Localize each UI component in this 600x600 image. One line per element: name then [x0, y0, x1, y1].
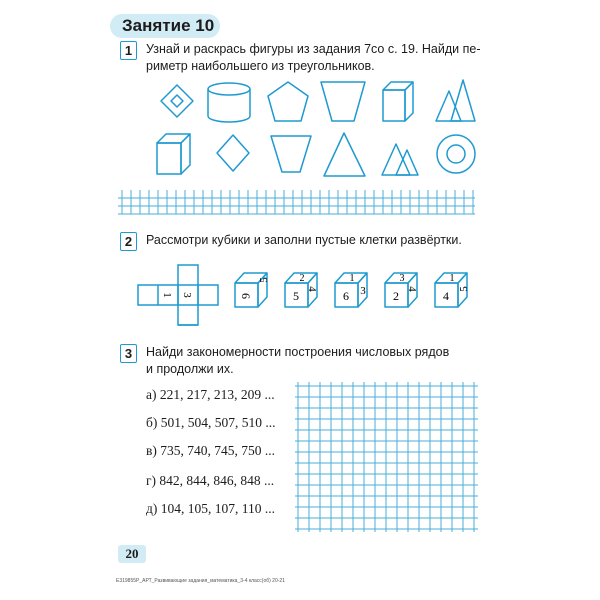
cube-1-side-label: 5 [258, 277, 270, 283]
overlapping-triangles-shape[interactable] [382, 144, 418, 175]
cube-net[interactable] [138, 265, 218, 325]
cube-2-front-label: 5 [293, 289, 299, 303]
cube-2-side-label: 4 [306, 286, 318, 292]
sequence-a: а) 221, 217, 213, 209 ... [146, 387, 275, 402]
cube-5-side-label: 5 [458, 286, 470, 292]
diamond-with-inner-diamond-shape[interactable] [161, 85, 193, 117]
task-3-text-line-1: Найди закономерности построения числовых рядов [146, 345, 450, 359]
inverted-trapezoid-shape[interactable] [271, 136, 311, 172]
task-1-text-line-2: риметр наибольшего из треугольников. [146, 59, 375, 73]
cube-3-front-label: 6 [343, 289, 349, 303]
net-label-1: 1 [161, 292, 173, 298]
diamond-shape[interactable] [217, 135, 249, 171]
sequence-c: в) 735, 740, 745, 750 ... [146, 443, 275, 458]
cube-4-side-label: 4 [406, 286, 418, 292]
sequence-b: б) 501, 504, 507, 510 ... [146, 415, 276, 430]
ring-shape[interactable] [437, 135, 475, 173]
task-3-answer-grid[interactable] [295, 382, 478, 532]
page-number: 20 [118, 545, 146, 563]
task-2-number: 2 [120, 232, 137, 251]
net-label-3: 3 [181, 292, 193, 298]
print-footer: Е319855Р_АРТ_Развивающие задания_математика_3-4 класс(об) 20-21 [116, 578, 285, 584]
trapezoid-shape[interactable] [321, 82, 365, 121]
lesson-title: Занятие 10 [122, 16, 215, 35]
cube-4-top-label: 3 [399, 273, 405, 284]
cube-4-front-label: 2 [393, 289, 399, 303]
cube-2-top-label: 2 [299, 273, 305, 284]
task-3-text-line-2: и продолжи их. [146, 362, 234, 376]
cube-5-top-label: 1 [449, 273, 455, 284]
task-1-number: 1 [120, 41, 137, 60]
cube-3-side-label: 3 [360, 285, 366, 297]
task-3-number: 3 [120, 344, 137, 363]
sequence-d: г) 842, 844, 846, 848 ... [146, 473, 275, 488]
cube-3-top-label: 1 [349, 273, 355, 284]
cube-shape-2[interactable] [157, 134, 190, 174]
cube-1-front-label: 6 [239, 293, 253, 299]
task-1-text-line-1: Узнай и раскрась фигуры из задания 7со с. 19. Найди пе- [146, 42, 481, 56]
pentagon-shape[interactable] [268, 82, 308, 121]
double-triangle-shape[interactable] [436, 80, 475, 121]
cylinder-shape[interactable] [208, 83, 250, 122]
cube-shape[interactable] [383, 82, 413, 121]
task-2-text: Рассмотри кубики и заполни пустые клетки развёртки. [146, 233, 462, 247]
task-1-answer-grid[interactable] [118, 190, 475, 214]
triangle-shape[interactable] [324, 133, 365, 176]
cube-5-front-label: 4 [443, 289, 449, 303]
sequence-e: д) 104, 105, 107, 110 ... [146, 501, 275, 516]
